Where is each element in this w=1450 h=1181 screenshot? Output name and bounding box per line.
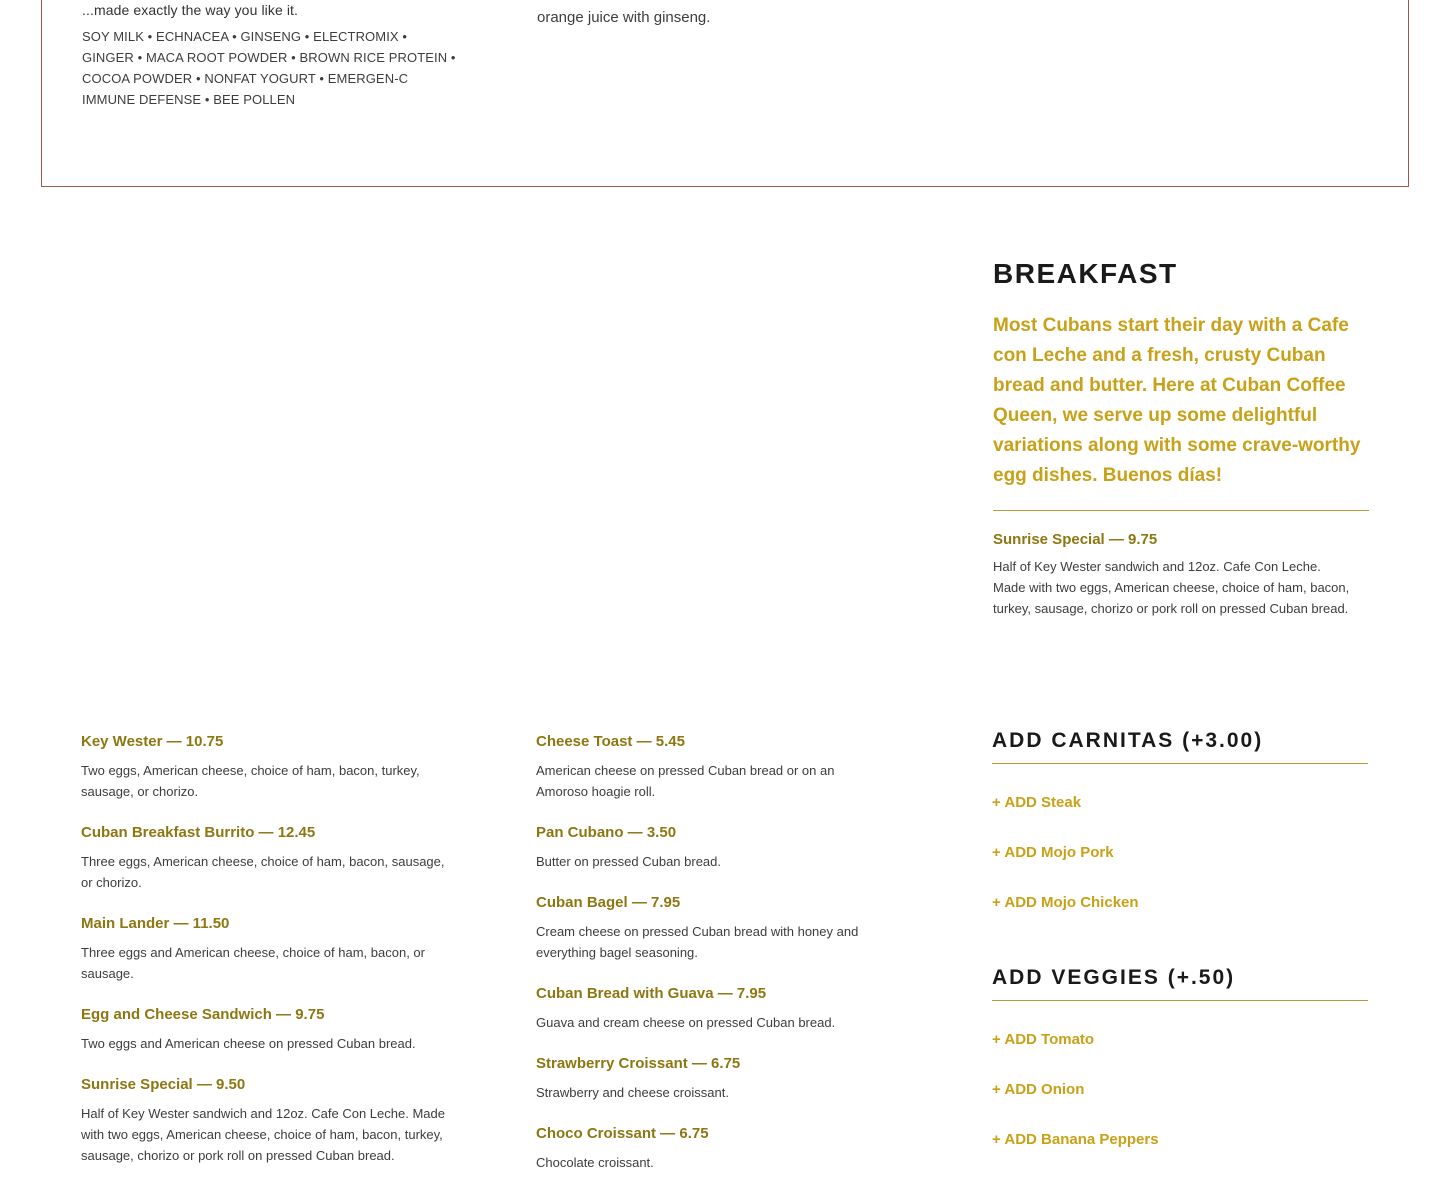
menu-item-title: Strawberry Croissant — 6.75 xyxy=(536,1055,741,1072)
featured-item-title: Sunrise Special — 9.75 xyxy=(993,531,1158,548)
menu-item-desc: Chocolate croissant. xyxy=(536,1155,654,1170)
add-mojo-pork-option[interactable]: + ADD Mojo Pork xyxy=(992,844,1114,861)
drink-description xyxy=(537,0,897,29)
menu-column-left xyxy=(81,732,453,1166)
smoothie-addins-list xyxy=(82,2,462,110)
menu-item xyxy=(81,914,453,1005)
drink-desc-text: orange juice with ginseng. xyxy=(537,9,711,26)
add-banana-peppers-option[interactable]: + ADD Banana Peppers xyxy=(992,1131,1159,1148)
menu-item-title: Sunrise Special — 9.50 xyxy=(81,1076,246,1093)
menu-item-title: Choco Croissant — 6.75 xyxy=(536,1125,709,1142)
menu-item-desc: Half of Key Wester sandwich and 12oz. Cafe Con Leche. Made with two eggs, American cheese, choice of ham, bacon, turkey, sausage, chorizo or pork roll on pressed Cuban bread. xyxy=(81,1106,445,1163)
ingredients-text: SOY MILK • ECHNACEA • GINSENG • ELECTROMIX • GINGER • MACA ROOT POWDER • BROWN RICE PROTEIN • COCOA POWDER • NONFAT YOGURT • EMERGEN-C IMMUNE DEFENSE • BEE POLLEN xyxy=(82,29,456,107)
menu-item xyxy=(536,732,886,823)
menu-item-desc: Three eggs, American cheese, choice of ham, bacon, sausage, or chorizo. xyxy=(81,854,445,890)
breakfast-divider xyxy=(993,510,1369,511)
featured-item-desc: Half of Key Wester sandwich and 12oz. Cafe Con Leche. Made with two eggs, American cheese, choice of ham, bacon, turkey, sausage, chorizo or pork roll on pressed Cuban bread. xyxy=(993,559,1350,616)
menu-item-desc: Cream cheese on pressed Cuban bread with honey and everything bagel seasoning. xyxy=(536,924,859,960)
menu-item xyxy=(81,823,453,914)
breakfast-title: BREAKFAST xyxy=(993,258,1178,289)
clipped-line: ...made exactly the way you like it. xyxy=(82,2,299,18)
breakfast-intro: Most Cubans start their day with a Cafe con Leche and a fresh, crusty Cuban bread and butter. Here at Cuban Coffee Queen, we serve up some delightful variations along with some crave-worthy egg dishes. Buenos días! xyxy=(993,315,1361,486)
menu-item-desc: Two eggs and American cheese on pressed Cuban bread. xyxy=(81,1036,416,1051)
menu-item-title: Cuban Breakfast Burrito — 12.45 xyxy=(81,824,316,841)
menu-item-title: Egg and Cheese Sandwich — 9.75 xyxy=(81,1006,325,1023)
menu-item-desc: Butter on pressed Cuban bread. xyxy=(536,854,722,869)
menu-item xyxy=(536,893,886,984)
menu-item xyxy=(81,1005,453,1075)
menu-item-title: Cuban Bread with Guava — 7.95 xyxy=(536,985,767,1002)
menu-item xyxy=(81,1075,453,1166)
menu-item xyxy=(536,984,886,1054)
menu-item-desc: Three eggs and American cheese, choice of ham, bacon, or sausage. xyxy=(81,945,425,981)
add-tomato-option[interactable]: + ADD Tomato xyxy=(992,1031,1095,1048)
veggies-title: ADD VEGGIES (+.50) xyxy=(992,966,1236,989)
carnitas-divider xyxy=(992,763,1368,764)
menu-item-desc: American cheese on pressed Cuban bread or on an Amoroso hoagie roll. xyxy=(536,763,835,799)
add-mojo-chicken-option[interactable]: + ADD Mojo Chicken xyxy=(992,894,1139,911)
carnitas-title: ADD CARNITAS (+3.00) xyxy=(992,729,1264,752)
menu-item xyxy=(81,732,453,823)
menu-item-title: Cheese Toast — 5.45 xyxy=(536,733,685,750)
add-steak-option[interactable]: + ADD Steak xyxy=(992,794,1082,811)
menu-item-desc: Strawberry and cheese croissant. xyxy=(536,1085,729,1100)
menu-item xyxy=(536,1054,886,1124)
menu-item xyxy=(536,823,886,893)
menu-item-title: Pan Cubano — 3.50 xyxy=(536,824,677,841)
add-onion-option[interactable]: + ADD Onion xyxy=(992,1081,1085,1098)
menu-item-desc: Two eggs, American cheese, choice of ham, bacon, turkey, sausage, or chorizo. xyxy=(81,763,420,799)
menu-column-middle xyxy=(536,732,886,1173)
menu-item xyxy=(536,1124,886,1173)
featured-item xyxy=(993,530,1353,619)
menu-item-desc: Guava and cream cheese on pressed Cuban bread. xyxy=(536,1015,836,1030)
menu-item-title: Key Wester — 10.75 xyxy=(81,733,224,750)
veggies-divider xyxy=(992,1000,1368,1001)
menu-item-title: Main Lander — 11.50 xyxy=(81,915,230,932)
menu-item-title: Cuban Bagel — 7.95 xyxy=(536,894,681,911)
